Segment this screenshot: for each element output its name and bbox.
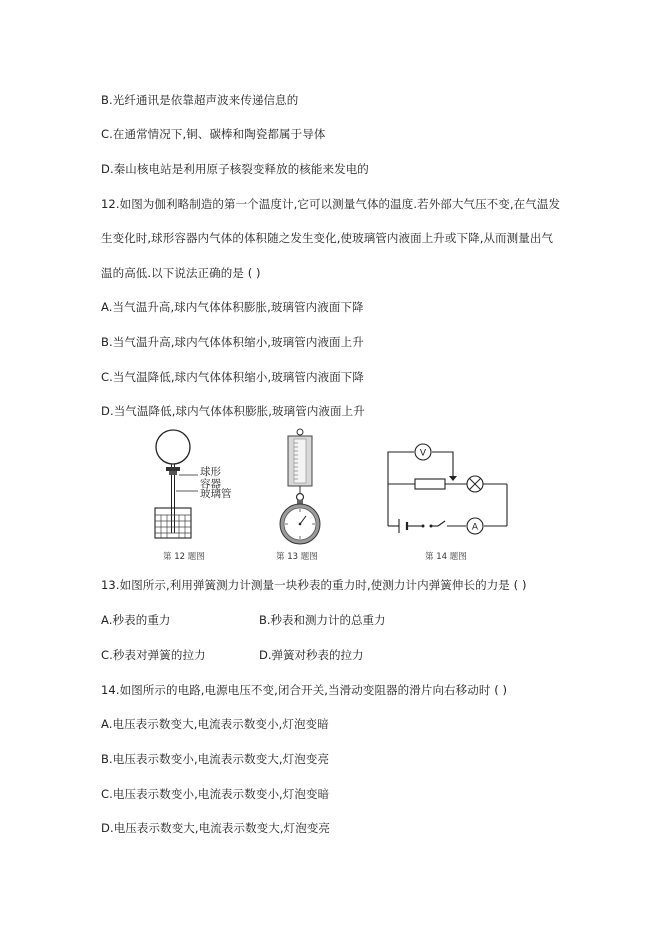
q14-option-d: D.电压表示数变大,电流表示数变大,灯泡变亮: [101, 821, 331, 835]
fig12-label-tube: 玻璃管: [200, 488, 232, 500]
fig12-label-sphere-2: 容器: [200, 478, 221, 490]
q12-stem-line-3: 温的高低.以下说法正确的是 ( ): [101, 266, 261, 280]
q12-option-b: B.当气温升高,球内气体体积缩小,玻璃管内液面上升: [101, 335, 364, 349]
fig12-label-sphere-1: 球形: [200, 466, 221, 478]
q12-option-c: C.当气温降低,球内气体体积缩小,玻璃管内液面下降: [101, 370, 364, 384]
option-b-fiber: B.光纤通讯是依靠超声波来传递信息的: [101, 93, 299, 107]
figure-14-circuit: [385, 440, 515, 540]
ammeter-label: A: [471, 522, 479, 533]
voltmeter: [415, 444, 431, 460]
q14-stem: 14.如图所示的电路,电源电压不变,闭合开关,当滑动变阻器的滑片向右移动时 ( ): [101, 683, 508, 697]
q12-option-d: D.当气温降低,球内气体体积膨胀,玻璃管内液面上升: [101, 404, 365, 418]
voltmeter-label: V: [419, 448, 427, 459]
q13-option-a: A.秒表的重力: [101, 613, 171, 627]
q12-stem-line-1: 12.如图为伽利略制造的第一个温度计,它可以测量气体的温度.若外部大气压不变,在气温发: [101, 197, 561, 211]
q14-option-c: C.电压表示数变小,电流表示数变小,灯泡变暗: [101, 787, 330, 801]
slider-arrow: [449, 476, 457, 481]
q13-option-b: B.秒表和测力计的总重力: [259, 613, 386, 627]
q14-option-b: B.电压表示数变小,电流表示数变大,灯泡变亮: [101, 752, 330, 766]
option-c-conductor: C.在通常情况下,铜、碳棒和陶瓷都属于导体: [101, 127, 326, 141]
q12-stem-line-2: 生变化时,球形容器内气体的体积随之发生变化,使玻璃管内液面上升或下降,从而测量出气: [101, 231, 554, 245]
q12-option-a: A.当气温升高,球内气体体积膨胀,玻璃管内液面下降: [101, 300, 364, 314]
caption-figure-12: 第 12 题图: [163, 552, 205, 562]
q13-option-d: D.弹簧对秒表的拉力: [259, 648, 364, 662]
option-d-nuclear: D.秦山核电站是利用原子核裂变释放的核能来发电的: [101, 162, 369, 176]
q13-option-c: C.秒表对弹簧的拉力: [101, 648, 206, 662]
q13-stem: 13.如图所示,利用弹簧测力计测量一块秒表的重力时,使测力计内弹簧伸长的力是 ( ): [101, 578, 527, 592]
figure-12-thermometer: [145, 425, 255, 550]
lamp: [467, 476, 483, 492]
q14-option-a: A.电压表示数变大,电流表示数变小,灯泡变暗: [101, 717, 329, 731]
battery: [399, 519, 407, 533]
caption-figure-13: 第 13 题图: [276, 552, 318, 562]
figure-13-spring-scale: [270, 428, 330, 548]
caption-figure-14: 第 14 题图: [425, 552, 467, 562]
ammeter: [467, 518, 483, 534]
